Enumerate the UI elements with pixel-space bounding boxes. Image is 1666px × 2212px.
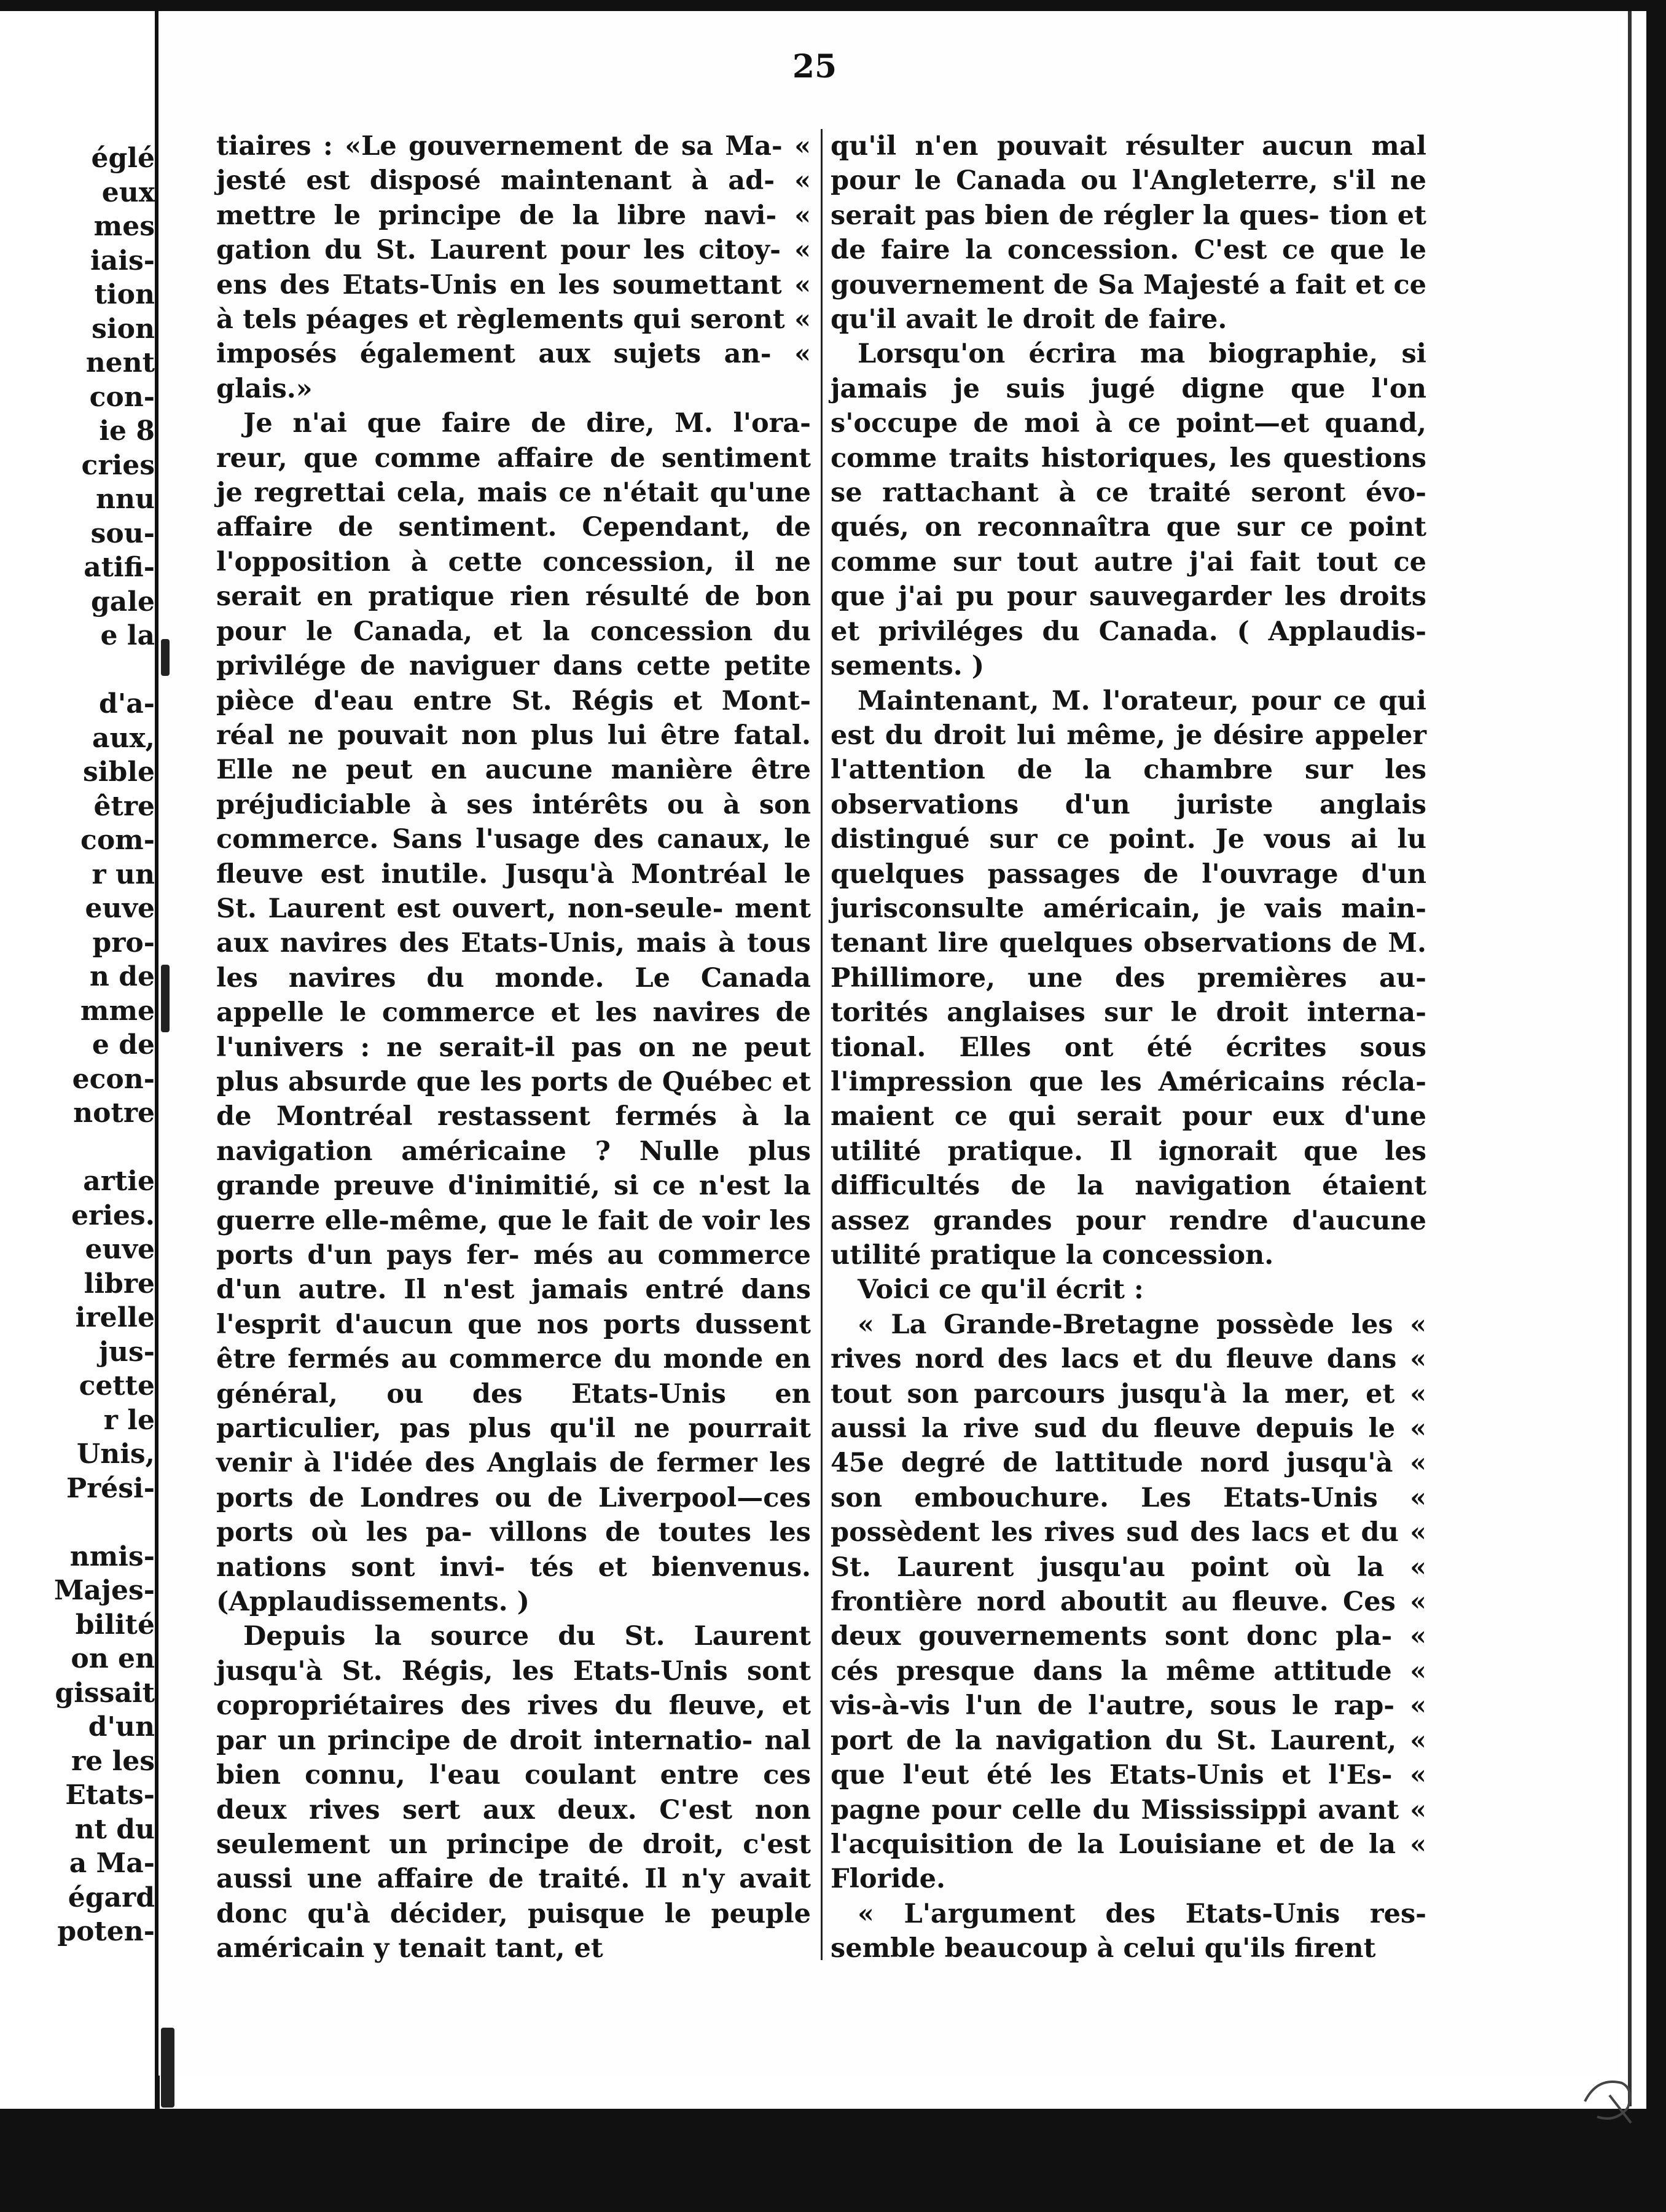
bleed-line: on en bbox=[71, 1643, 155, 1674]
bleed-line bbox=[0, 1131, 155, 1165]
bleed-line: con- bbox=[89, 381, 155, 413]
paragraph: Voici ce qu'il écrit : bbox=[858, 1274, 1144, 1306]
bleed-line: bilité bbox=[75, 1609, 155, 1641]
frame-top-border bbox=[0, 0, 1666, 11]
bleed-line: jus- bbox=[99, 1336, 155, 1368]
bleed-line: d'a- bbox=[98, 688, 155, 720]
frame-bottom-border bbox=[0, 2109, 1666, 2212]
bleed-line: iais- bbox=[90, 245, 155, 276]
binding-mark-middle bbox=[161, 965, 170, 1032]
paragraph: « La Grande-Bretagne possède les « rives nord des lacs et du fleuve dans « tout son parcours jusqu'à la mer, et « aussi la rive sud du fleuve depuis le « 45e degré de lattitude nord jusqu'à « son embouchure. Les Etats-Unis « possèdent les rives sud des lacs et du « St. Laurent jusqu'au point où la « frontière nord aboutit au fleuve. Ces « deux gouvernements sont donc pla- « cés presque dans la même attitude « vis-à-vis l'un de l'autre, sous le rap- « port de la navigation du St. Laurent, « que l'eut été les Etats-Unis et l'Es- « pagne pour celle du Mississippi avant « l'acquisition de la Louisiane et de la « Floride. bbox=[831, 1309, 1426, 1895]
bleed-line: nt du bbox=[74, 1813, 155, 1845]
bleed-line: églé bbox=[91, 143, 155, 174]
bleed-line: mes bbox=[93, 211, 155, 242]
previous-page-bleed-text bbox=[0, 141, 155, 1949]
bleed-line: mme bbox=[80, 995, 155, 1027]
paragraph: tiaires : «Le gouvernement de sa Ma- « jesté est disposé maintenant à ad- « mettre le principe de la libre navi- « gation du St. Laurent pour les citoy- « ens des Etats-Unis en les soumettant « à tels péages et règlements qui seront « imposés également aux sujets an- « glais.» bbox=[216, 131, 811, 404]
bleed-line: cette bbox=[79, 1370, 155, 1402]
bleed-line: nnu bbox=[96, 484, 155, 515]
frame-right-border bbox=[1646, 0, 1666, 2109]
bleed-line: euve bbox=[85, 1234, 155, 1265]
bleed-line: eries. bbox=[71, 1199, 155, 1231]
bleed-line: Majes- bbox=[53, 1575, 155, 1606]
paragraph: Maintenant, M. l'orateur, pour ce qui est du droit lui même, je désire appeler l'attention de la chambre sur les observations d'un juriste anglais distingué sur ce point. Je vous ai lu quelques passages de l'ouvrage d'un jurisconsulte américain, je vais main- tenant lire quelques observations de M. Phillimore, une des premières au- torités anglaises sur le droit interna- tional. Elles ont été écrites sous l'impression que les Américains récla- maient ce qui serait pour eux d'une utilité pratique. Il ignorait que les difficultés de la navigation étaient assez grandes pour rendre d'aucune utilité pratique la concession. bbox=[831, 685, 1426, 1271]
bleed-line: nent bbox=[85, 347, 155, 378]
bleed-line: e de bbox=[92, 1029, 155, 1061]
bleed-line: ie 8 bbox=[99, 415, 155, 447]
right-text-column bbox=[831, 129, 1426, 1966]
binding-mark-top bbox=[161, 639, 170, 676]
bleed-line: a Ma- bbox=[69, 1848, 155, 1879]
bleed-line: euve bbox=[85, 893, 155, 924]
bleed-line: n de bbox=[89, 961, 155, 992]
bleed-line: econ- bbox=[72, 1063, 155, 1095]
page-corner-curl-mark bbox=[1573, 2065, 1640, 2132]
bleed-line: r un bbox=[92, 858, 155, 890]
paragraph: Je n'ai que faire de dire, M. l'ora- reur, que comme affaire de sentiment je regrettai cela, mais ce n'était qu'une affaire de sentiment. Cependant, de l'opposition à cette concession, il ne serait en pratique rien résulté de bon pour le Canada, et la concession du privilége de naviguer dans cette petite pièce d'eau entre St. Régis et Mont- réal ne pouvait non plus lui être fatal. Elle ne peut en aucune manière être préjudiciable à ses intérêts ou à son commerce. Sans l'usage des canaux, le fleuve est inutile. Jusqu'à Montréal le St. Laurent est ouvert, non-seule- ment aux navires des Etats-Unis, mais à tous les navires du monde. Le Canada appelle le commerce et les navires de l'univers : ne serait-il pas on ne peut plus absurde que les ports de Québec et de Montréal restassent fermés à la navigation américaine ? Nulle plus grande preuve d'inimitié, si ce n'est la guerre elle-même, que le fait de voir les ports d'un pays fer- més au commerce d'un autre. Il n'est jamais entré dans l'esprit d'aucun que nos ports dussent être fermés au commerce du monde en général, ou des Etats-Unis en particulier, pas plus qu'il ne pourrait venir à l'idée des Anglais de fermer les ports de Londres ou de Liverpool—ces ports où les pa- villons de toutes les nations sont invi- tés et bienvenus. (Applaudissements. ) bbox=[216, 408, 811, 1618]
bleed-line: gissait bbox=[55, 1677, 155, 1709]
bleed-line: com- bbox=[80, 825, 155, 856]
bleed-line: pro- bbox=[92, 927, 155, 959]
bleed-line: sion bbox=[92, 313, 155, 345]
bleed-line: eux bbox=[101, 176, 155, 208]
bleed-line: irelle bbox=[75, 1302, 155, 1333]
bleed-line: r le bbox=[103, 1404, 155, 1436]
bleed-line bbox=[0, 1505, 155, 1540]
bleed-line: sible bbox=[83, 756, 155, 788]
bleed-line bbox=[0, 653, 155, 688]
bleed-line: e la bbox=[100, 620, 155, 651]
paragraph: Lorsqu'on écrira ma biographie, si jamais je suis jugé digne que l'on s'occupe de moi à ce point—et quand, comme traits historiques, les questions se rattachant à ce traité seront évo- qués, on reconnaîtra que sur ce point comme sur tout autre j'ai fait tout ce que j'ai pu pour sauvegarder les droits et priviléges du Canada. ( Applaudis- sements. ) bbox=[831, 339, 1426, 682]
binding-mark-bottom bbox=[161, 2028, 174, 2108]
bleed-line: libre bbox=[84, 1268, 155, 1300]
bleed-line: artie bbox=[83, 1166, 155, 1197]
bleed-line: nmis- bbox=[69, 1540, 155, 1572]
column-divider-rule bbox=[821, 129, 823, 1960]
bleed-line: égard bbox=[68, 1881, 155, 1913]
bleed-line: atifi- bbox=[84, 552, 155, 583]
bleed-line: d'un bbox=[88, 1711, 155, 1743]
bleed-line: Prési- bbox=[66, 1472, 155, 1504]
bleed-line: Etats- bbox=[65, 1779, 155, 1811]
bleed-line: Unis, bbox=[76, 1438, 155, 1470]
bleed-line: aux, bbox=[92, 722, 155, 754]
paragraph: Depuis la source du St. Laurent jusqu'à St. Régis, les Etats-Unis sont copropriétaires des rives du fleuve, et par un principe de droit internatio- nal bien connu, l'eau coulant entre ces deux rives sert aux deux. C'est non seulement un principe de droit, c'est aussi une affaire de traité. Il n'y avait donc qu'à décider, puisque le peuple américain y tenait tant, et bbox=[216, 1621, 811, 1964]
left-text-column bbox=[216, 129, 811, 1966]
bleed-line: gale bbox=[91, 586, 155, 618]
bleed-line: cries bbox=[81, 449, 155, 481]
page-right-edge bbox=[1628, 11, 1632, 2106]
bleed-line: sou- bbox=[90, 517, 155, 549]
paragraph: « L'argument des Etats-Unis res- semble beaucoup à celui qu'ils firent bbox=[831, 1898, 1426, 1964]
bleed-line: poten- bbox=[57, 1916, 155, 1947]
bleed-line: re les bbox=[71, 1745, 155, 1777]
bleed-line: tion bbox=[94, 279, 155, 310]
bleed-line: notre bbox=[73, 1097, 155, 1129]
page-number: 25 bbox=[792, 48, 837, 85]
bleed-line: être bbox=[93, 790, 155, 822]
paragraph: qu'il n'en pouvait résulter aucun mal pour le Canada ou l'Angleterre, s'il ne serait pas bien de régler la ques- tion et de faire la concession. C'est ce que le gouvernement de Sa Majesté a fait et ce qu'il avait le droit de faire. bbox=[831, 131, 1426, 335]
